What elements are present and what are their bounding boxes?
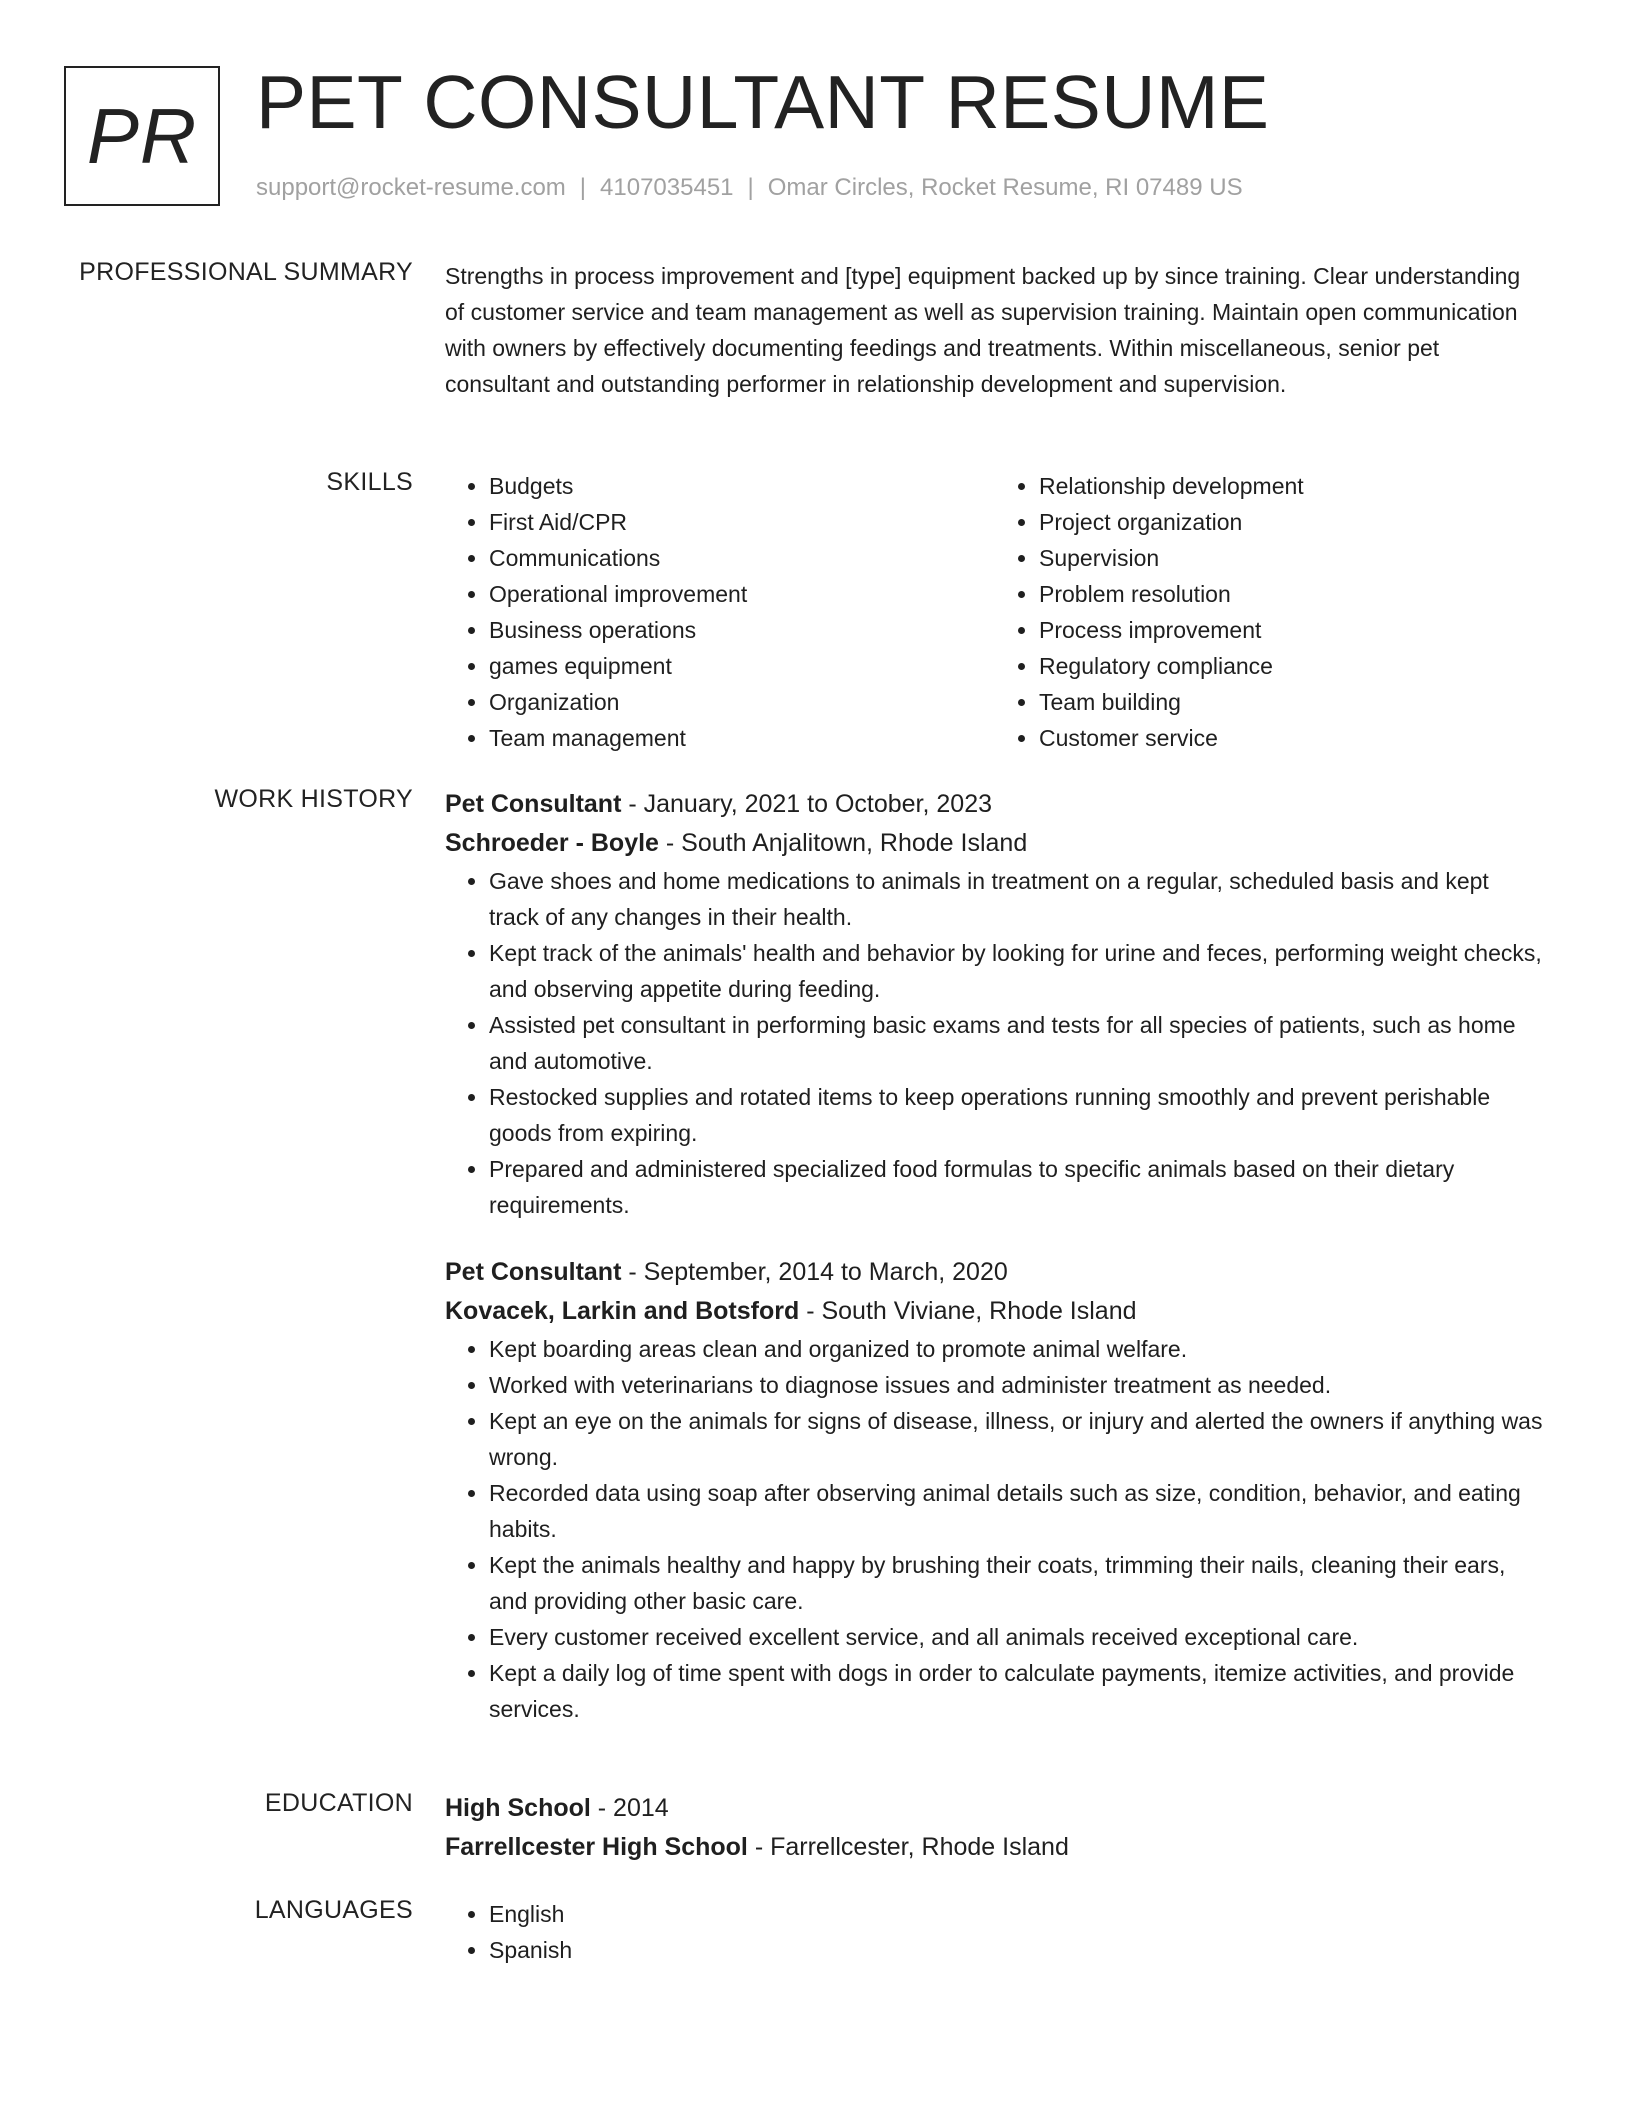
skill-item: • Supervision	[1039, 540, 1545, 576]
contact-separator: |	[747, 174, 754, 201]
skill-item: • Communications	[489, 540, 995, 576]
resume-title: PET CONSULTANT RESUME	[256, 60, 1270, 144]
education-label: EDUCATION	[264, 1789, 413, 1817]
education-school: Farrellcester High School	[445, 1833, 748, 1861]
job-duty-item: • Kept track of the animals' health and behavior by looking for urine and feces, performing weight checks, and observing appetite during feeding.	[489, 935, 1545, 1007]
education-heading	[445, 1789, 1545, 1828]
summary-label: PROFESSIONAL SUMMARY	[79, 258, 413, 286]
job-heading	[445, 1253, 1545, 1292]
skill-item: • games equipment	[489, 648, 995, 684]
education-body	[445, 1789, 1545, 1867]
job-company-line	[445, 1292, 1545, 1331]
work-history-label: WORK HISTORY	[214, 785, 413, 813]
work-history-body	[445, 785, 1545, 1727]
skills-columns	[445, 468, 1545, 756]
education-location: - Farrellcester, Rhode Island	[747, 1833, 1069, 1861]
summary-body	[445, 258, 1545, 402]
job-duties	[445, 1331, 1545, 1727]
job-title: Pet Consultant	[445, 1258, 622, 1286]
language-item: • English	[489, 1896, 1545, 1932]
job-duty-item: • Gave shoes and home medications to animals in treatment on a regular, scheduled basis and kept track of any changes in their health.	[489, 863, 1545, 935]
job-heading	[445, 785, 1545, 824]
skill-item: • Relationship development	[1039, 468, 1545, 504]
languages-list	[445, 1896, 1545, 1968]
skill-item: • Operational improvement	[489, 576, 995, 612]
skill-item: • Team management	[489, 720, 995, 756]
job-duty-item: • Kept an eye on the animals for signs of disease, illness, or injury and alerted the owners if anything was wrong.	[489, 1403, 1545, 1475]
languages-label: LANGUAGES	[254, 1896, 413, 1924]
job-duty-item: • Every customer received excellent service, and all animals received exceptional care.	[489, 1619, 1545, 1655]
contact-address: Omar Circles, Rocket Resume, RI 07489 US	[767, 174, 1243, 201]
job-duty-item: • Worked with veterinarians to diagnose issues and administer treatment as needed.	[489, 1367, 1545, 1403]
job-duties	[445, 863, 1545, 1223]
job-duty-item: • Restocked supplies and rotated items to keep operations running smoothly and prevent perishable goods from expiring.	[489, 1079, 1545, 1151]
education-school-line	[445, 1828, 1545, 1867]
skill-item: • Project organization	[1039, 504, 1545, 540]
skill-item: • Customer service	[1039, 720, 1545, 756]
job-company: Schroeder - Boyle	[445, 829, 659, 857]
job-company-line	[445, 824, 1545, 863]
job-duty-item: • Kept a daily log of time spent with dogs in order to calculate payments, itemize activities, and provide services.	[489, 1655, 1545, 1727]
skill-item: • Organization	[489, 684, 995, 720]
skills-label: SKILLS	[326, 468, 413, 496]
job-title: Pet Consultant	[445, 790, 622, 818]
job-duty-item: • Prepared and administered specialized food formulas to specific animals based on their dietary requirements.	[489, 1151, 1545, 1223]
skill-item: • First Aid/CPR	[489, 504, 995, 540]
job-location: - South Viviane, Rhode Island	[799, 1297, 1137, 1325]
skill-item: • Team building	[1039, 684, 1545, 720]
job-dates: - September, 2014 to March, 2020	[621, 1258, 1008, 1286]
skill-item: • Regulatory compliance	[1039, 648, 1545, 684]
job-duty-item: • Kept boarding areas clean and organized to promote animal welfare.	[489, 1331, 1545, 1367]
languages-body	[445, 1896, 1545, 1968]
job-dates: - January, 2021 to October, 2023	[621, 790, 993, 818]
education-year: - 2014	[590, 1794, 669, 1822]
skills-list-left	[445, 468, 995, 756]
contact-phone[interactable]: 4107035451	[600, 174, 734, 201]
monogram-box	[64, 66, 220, 206]
job-entry	[445, 1253, 1545, 1727]
skill-item: • Process improvement	[1039, 612, 1545, 648]
education-degree: High School	[445, 1794, 591, 1822]
contact-email[interactable]: support@rocket-resume.com	[256, 174, 566, 201]
job-duty-item: • Kept the animals healthy and happy by brushing their coats, trimming their nails, cleaning their ears, and providing other basic care.	[489, 1547, 1545, 1619]
job-entry	[445, 785, 1545, 1223]
job-duty-item: • Assisted pet consultant in performing basic exams and tests for all species of patients, such as home and automotive.	[489, 1007, 1545, 1079]
contact-line	[256, 174, 1243, 202]
language-item: • Spanish	[489, 1932, 1545, 1968]
monogram-initials: PR	[86, 91, 198, 180]
skill-item: • Budgets	[489, 468, 995, 504]
job-company: Kovacek, Larkin and Botsford	[445, 1297, 800, 1325]
skill-item: • Problem resolution	[1039, 576, 1545, 612]
skills-list-right	[995, 468, 1545, 756]
summary-text: Strengths in process improvement and [type] equipment backed up by since training. Clear understanding of customer service and team management as well as supervision training. Maintain open communication with owners by effectively documenting feedings and treatments. Within miscellaneous, senior pet consultant and outstanding performer in relationship development and supervision.	[445, 263, 1521, 397]
job-duty-item: • Recorded data using soap after observing animal details such as size, condition, behavior, and eating habits.	[489, 1475, 1545, 1547]
job-location: - South Anjalitown, Rhode Island	[658, 829, 1028, 857]
contact-separator: |	[579, 174, 587, 201]
skill-item: • Business operations	[489, 612, 995, 648]
